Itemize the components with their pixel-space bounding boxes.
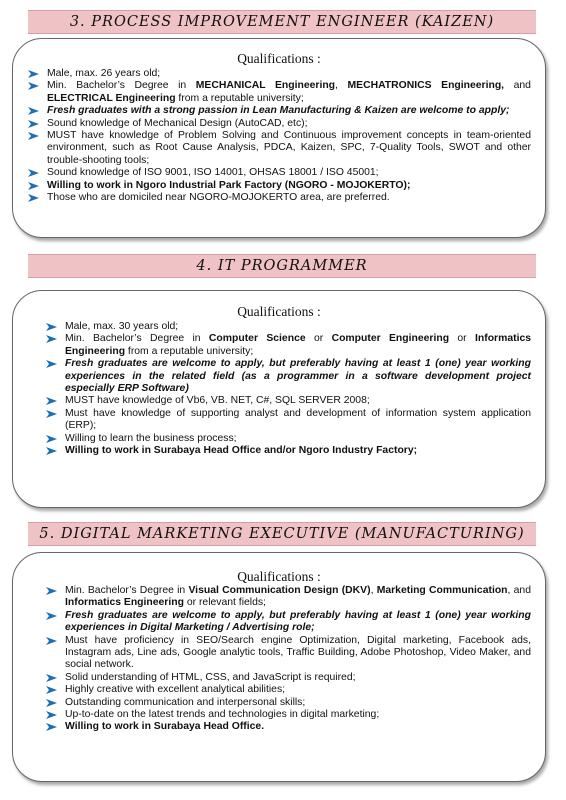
arrow-bullet-icon xyxy=(45,321,59,333)
qualification-text: from a reputable university; xyxy=(175,92,304,104)
qualifications-card xyxy=(12,290,546,508)
arrow-bullet-icon xyxy=(27,80,41,92)
qualification-text: Solid understanding of HTML, CSS, and JavaScript is required; xyxy=(65,671,356,683)
section-banner-digital-marketing: 5. DIGITAL MARKETING EXECUTIVE (MANUFACTURING) xyxy=(28,522,536,546)
arrow-bullet-icon xyxy=(45,333,59,345)
qualification-text: MUST have knowledge of Vb6, VB. NET, C#, SQL SERVER 2008; xyxy=(65,395,370,407)
qualifications-list xyxy=(43,321,531,457)
qualification-text: Willing to work in Surabaya Head Office. xyxy=(65,721,265,733)
qualification-text: Willing to learn the business process; xyxy=(65,432,237,444)
qualification-text: Computer Engineering xyxy=(331,333,450,345)
qualification-item xyxy=(43,635,531,672)
arrow-bullet-icon xyxy=(27,68,41,80)
qualification-text: , xyxy=(370,585,377,596)
qualification-item xyxy=(25,180,531,192)
qualification-text: Must have proficiency in SEO/Search engine Optimization, Digital marketing, Facebook ads, Instagram ads, Line ads, Google analytic tools, Traffic Building, Adobe Photoshop, Video Maker, and social network. xyxy=(65,634,531,671)
qualification-text: MUST have knowledge of Problem Solving and Continuous improvement concepts in team-oriented environment, such as Root Cause Analysis, PDCA, Kaizen, SPC, 7-Quality Tools, SWOT and other trouble-shooting tools; xyxy=(47,130,531,166)
qualification-text: Must have knowledge of supporting analyst and development of information system application (ERP); xyxy=(65,407,531,432)
qualifications-heading: Qualifications : xyxy=(237,304,321,319)
qualification-item xyxy=(43,445,531,457)
qualification-item xyxy=(43,709,531,721)
arrow-bullet-icon xyxy=(45,610,59,622)
arrow-bullet-icon xyxy=(45,721,59,733)
arrow-bullet-icon xyxy=(27,180,41,192)
qualification-item xyxy=(43,610,531,635)
arrow-bullet-icon xyxy=(45,358,59,370)
qualification-text: Sound knowledge of Mechanical Design (AutoCAD, etc); xyxy=(47,117,308,129)
qualification-text: Min. Bachelor’s Degree in xyxy=(65,585,189,596)
qualification-text: MECHANICAL Engineering xyxy=(195,80,336,92)
qualification-item xyxy=(43,721,531,733)
qualification-text: ELECTRICAL Engineering xyxy=(47,92,176,104)
arrow-bullet-icon xyxy=(45,445,59,457)
section-banner-it-programmer: 4. IT PROGRAMMER xyxy=(28,254,536,278)
qualification-item xyxy=(43,672,531,684)
arrow-bullet-icon xyxy=(45,395,59,407)
qualification-item xyxy=(43,321,531,333)
qualification-text: Marketing Communication xyxy=(376,585,508,596)
qualification-text: Visual Communication Design (DKV) xyxy=(188,585,371,596)
qualification-item xyxy=(43,585,531,610)
qualification-text: Male, max. 26 years old; xyxy=(47,68,161,79)
section-banner-process-improvement: 3. PROCESS IMPROVEMENT ENGINEER (KAIZEN) xyxy=(28,10,536,34)
arrow-bullet-icon xyxy=(45,672,59,684)
arrow-bullet-icon xyxy=(45,635,59,647)
qualifications-card xyxy=(12,38,546,238)
arrow-bullet-icon xyxy=(27,192,41,204)
qualification-text: MECHATRONICS Engineering, xyxy=(347,80,505,92)
qualification-text: Min. Bachelor’s Degree in xyxy=(47,80,196,92)
arrow-bullet-icon xyxy=(27,105,41,117)
qualification-text: Fresh graduates are welcome to apply, but preferably having at least 1 (one) year working experiences in the related field (as a programmer in a software development project especially ERP Software) xyxy=(65,358,531,395)
qualifications-list xyxy=(43,585,531,734)
qualification-item xyxy=(25,130,531,167)
qualification-text: or relevant fields; xyxy=(183,597,266,609)
qualification-text: Willing to work in Ngoro Industrial Park Factory (NGORO - MOJOKERTO); xyxy=(47,179,411,191)
qualifications-card xyxy=(12,552,546,782)
qualification-text: Highly creative with excellent analytical abilities; xyxy=(65,684,286,696)
qualification-text: Min. Bachelor’s Degree in xyxy=(65,333,209,345)
qualification-text: Up-to-date on the latest trends and technologies in digital marketing; xyxy=(65,709,380,721)
qualification-text: Those who are domiciled near NGORO-MOJOKERTO area, are preferred. xyxy=(47,192,390,204)
qualification-item xyxy=(43,333,531,358)
qualification-text: Fresh graduates with a strong passion in Lean Manufacturing & Kaizen are welcome to apply; xyxy=(47,105,510,117)
qualification-item xyxy=(43,684,531,696)
arrow-bullet-icon xyxy=(45,408,59,420)
arrow-bullet-icon xyxy=(27,118,41,130)
qualification-item xyxy=(25,167,531,179)
qualification-text: Informatics Engineering xyxy=(65,333,532,357)
qualification-text: , xyxy=(335,80,348,92)
arrow-bullet-icon xyxy=(45,684,59,696)
qualification-item xyxy=(43,358,531,395)
arrow-bullet-icon xyxy=(27,130,41,142)
qualification-item xyxy=(43,697,531,709)
qualification-text: Outstanding communication and interpersonal skills; xyxy=(65,696,306,708)
qualification-text: or xyxy=(305,333,332,345)
arrow-bullet-icon xyxy=(45,433,59,445)
qualification-item xyxy=(43,395,531,407)
arrow-bullet-icon xyxy=(45,697,59,709)
arrow-bullet-icon xyxy=(45,585,59,597)
qualification-text: from a reputable university; xyxy=(125,345,254,357)
qualification-text: Computer Science xyxy=(208,333,306,345)
arrow-bullet-icon xyxy=(45,709,59,721)
qualification-item xyxy=(25,192,531,204)
qualification-item xyxy=(25,80,531,105)
qualification-item xyxy=(25,118,531,130)
qualification-text: Fresh graduates are welcome to apply, but preferably having at least 1 (one) year working experiences in Digital Marketing / Advertising role; xyxy=(65,609,531,634)
qualification-item xyxy=(43,433,531,445)
qualifications-heading: Qualifications : xyxy=(237,51,321,66)
qualification-item xyxy=(25,68,531,80)
qualification-item xyxy=(25,105,531,117)
qualification-text: and xyxy=(504,80,531,92)
qualification-text: Male, max. 30 years old; xyxy=(65,321,179,332)
qualification-text: Willing to work in Surabaya Head Office and/or Ngoro Industry Factory; xyxy=(65,445,418,457)
qualification-text: Informatics Engineering xyxy=(65,597,184,609)
qualifications-heading: Qualifications : xyxy=(237,569,321,584)
qualifications-list xyxy=(25,68,531,204)
qualification-text: or xyxy=(449,333,475,345)
arrow-bullet-icon xyxy=(27,167,41,179)
qualification-text: Sound knowledge of ISO 9001, ISO 14001, OHSAS 18001 / ISO 45001; xyxy=(47,167,379,179)
qualification-item xyxy=(43,408,531,433)
qualification-text: , and xyxy=(507,585,531,596)
